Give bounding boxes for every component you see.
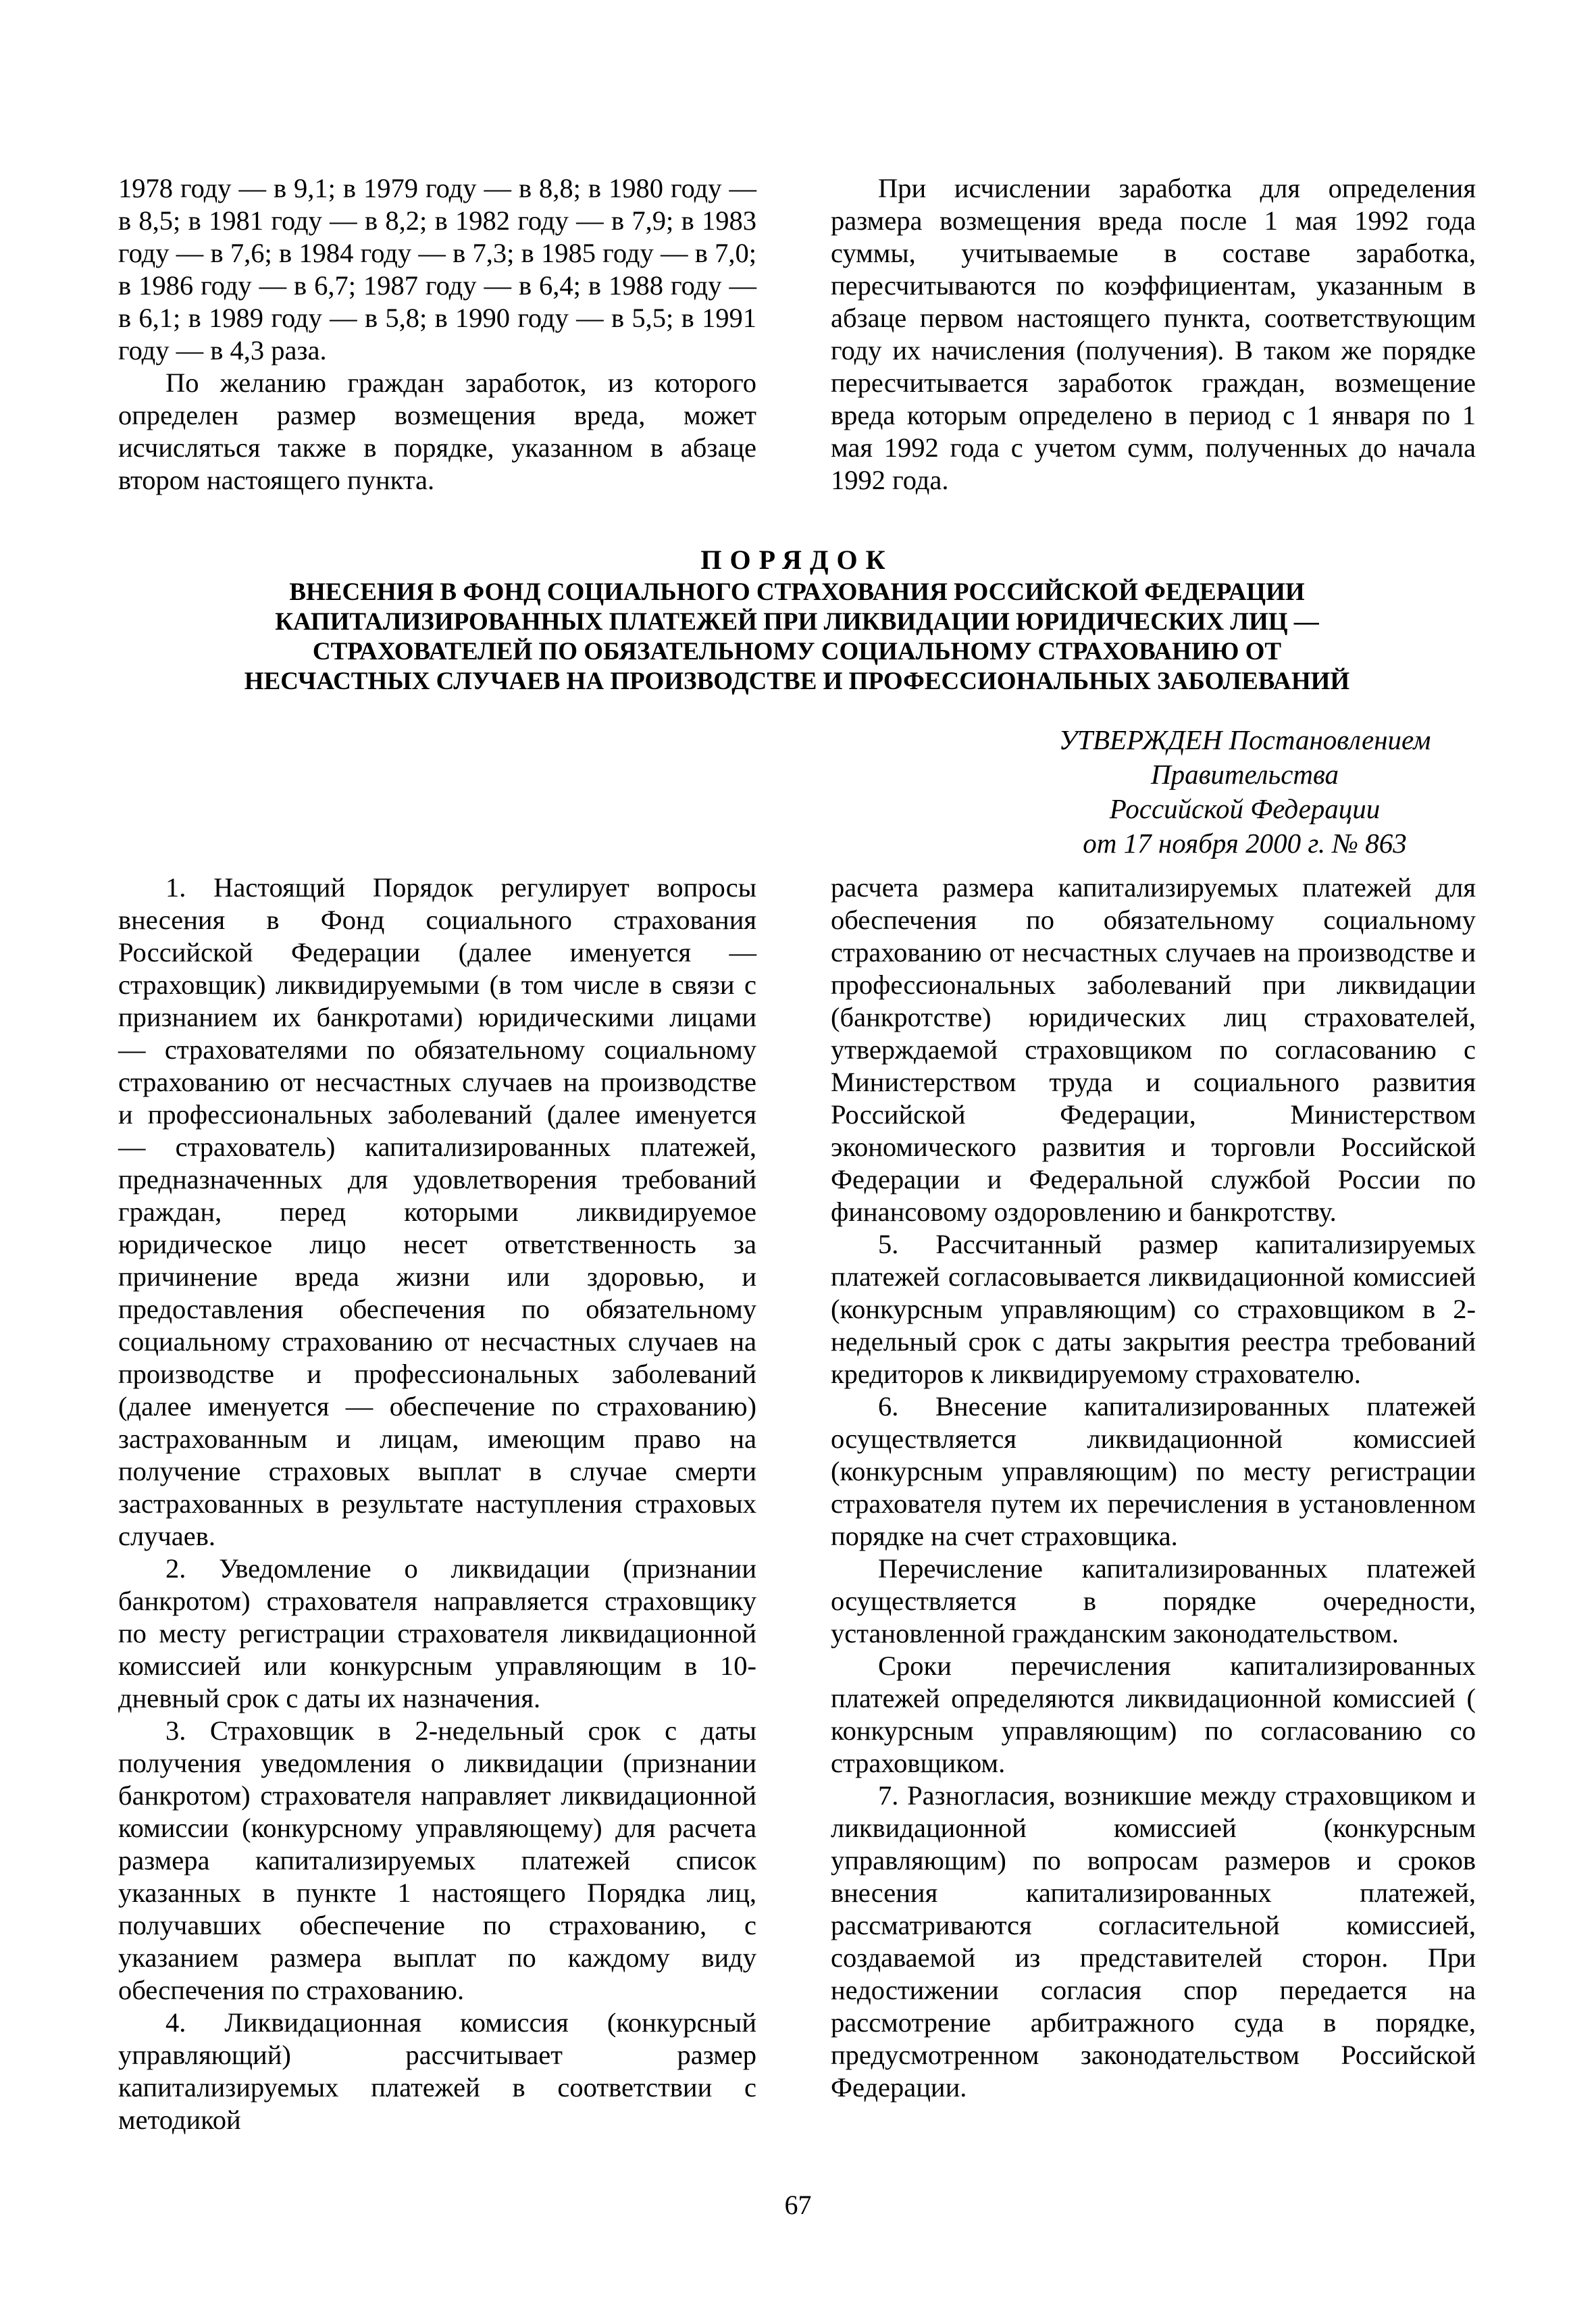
clause-3: 3. Страховщик в 2-недельный срок с даты получения уведомления о ликвидации (признании банкротом) страхователя направляет ликвидационной комиссии (конкурсному управляющему) для расчета размера капитализируемых платежей список указанных в пункте 1 настоящего Порядка лиц, получавших обеспечение по страхованию, с указанием размера выплат по каждому виду обеспечения по страхованию.: [118, 1715, 756, 2005]
approval-line: Правительства: [1150, 759, 1339, 790]
clause-7: 7. Разногласия, возникшие между страховщиком и ликвидационной комиссией (конкурсным управляющим) по вопросам размеров и сроков внесения капитализированных платежей, рассматриваются согласительной комиссией, создаваемой из представителей сторон. При недостижении согласия спор передается на рассмотрение арбитражного суда в порядке, предусмотренном законодательством Российской Федерации.: [831, 1780, 1476, 2103]
subtitle-line: КАПИТАЛИЗИРОВАННЫХ ПЛАТЕЖЕЙ ПРИ ЛИКВИДАЦИИ ЮРИДИЧЕСКИХ ЛИЦ —: [275, 608, 1319, 636]
clause-6-terms: Сроки перечисления капитализированных платежей определяются ликвидационной комиссией ( конкурсным управляющим) по согласованию со страховщиком.: [831, 1651, 1476, 1778]
clause-6: 6. Внесение капитализированных платежей осуществляется ликвидационной комиссией (конкурсным управляющим) по месту регистрации страхователя путем их перечисления в установленном порядке на счет страховщика.: [831, 1391, 1476, 1551]
clause-5: 5. Рассчитанный размер капитализируемых платежей согласовывается ликвидационной комиссией (конкурсным управляющим) со страховщиком в 2-недельный срок с даты закрытия реестра требований кредиторов к ликвидируемому страхователю.: [831, 1229, 1476, 1389]
body-left-column: [118, 872, 756, 2136]
subtitle-line: ВНЕСЕНИЯ В ФОНД СОЦИАЛЬНОГО СТРАХОВАНИЯ РОССИЙСКОЙ ФЕДЕРАЦИИ: [289, 578, 1305, 606]
paragraph-recalculation: При исчислении заработка для определения размера возмещения вреда после 1 мая 1992 года суммы, учитываемые в составе заработка, пересчитываются по коэффициентам, указанным в абзаце первом настоящего пункта, соответствующим году их начисления (получения). В таком же порядке пересчитывается заработок граждан, возмещение вреда которым определено в период с 1 января по 1 мая 1992 года с учетом сумм, полученных до начала 1992 года.: [831, 173, 1476, 495]
clause-1: 1. Настоящий Порядок регулирует вопросы внесения в Фонд социального страхования Российской Федерации (далее именуется — страховщик) ликвидируемыми (в том числе в связи с признанием их банкротами) юридическими лицами — страхователями по обязательному социальному страхованию от несчастных случаев на производстве и профессиональных заболеваний (далее именуется — страхователь) капитализированных платежей, предназначенных для удовлетворения требований граждан, перед которыми ликвидируемое юридическое лицо несет ответственность за причинение вреда жизни или здоровью, и предоставления обеспечения по обязательному социальному страхованию от несчастных случаев на производстве и профессиональных заболеваний (далее именуется — обеспечение по страхованию) застрахованным и лицам, имеющим право на получение страховых выплат в случае смерти застрахованных в результате наступления страховых случаев.: [118, 872, 756, 1551]
top-right-column: [831, 172, 1476, 497]
subtitle-line: СТРАХОВАТЕЛЕЙ ПО ОБЯЗАТЕЛЬНОМУ СОЦИАЛЬНОМУ СТРАХОВАНИЮ ОТ: [312, 638, 1282, 665]
approval-line: от 17 ноября 2000 г. № 863: [1083, 828, 1407, 859]
section-subtitle: [101, 578, 1493, 697]
page-number: 67: [784, 2190, 812, 2220]
approval-block: [1008, 723, 1481, 861]
section-title: ПОРЯДОК: [700, 545, 894, 575]
approval-line: Российской Федерации: [1109, 793, 1381, 824]
clause-2: 2. Уведомление о ликвидации (признании банкротом) страхователя направляется страховщику по месту регистрации страхователя ликвидационной комиссией или конкурсным управляющим в 10-дневный срок с даты их назначения.: [118, 1553, 756, 1713]
approval-line: УТВЕРЖДЕН Постановлением: [1058, 724, 1431, 755]
clause-4: 4. Ликвидационная комиссия (конкурсный управляющий) рассчитывает размер капитализируемых платежей в соответствии с методикой: [118, 2007, 756, 2135]
subtitle-line: НЕСЧАСТНЫХ СЛУЧАЕВ НА ПРОИЗВОДСТВЕ И ПРОФЕССИОНАЛЬНЫХ ЗАБОЛЕВАНИЙ: [244, 668, 1350, 695]
body-right-column: [831, 872, 1476, 2104]
paragraph-coefficients: 1978 году — в 9,1; в 1979 году — в 8,8; в 1980 году — в 8,5; в 1981 году — в 8,2; в 1982 году — в 7,9; в 1983 году — в 7,6; в 1984 году — в 7,3; в 1985 году — в 7,0; в 1986 году — в 6,7; 1987 году — в 6,4; в 1988 году — в 6,1; в 1989 году — в 5,8; в 1990 году — в 5,5; в 1991 году — в 4,3 раза.: [118, 173, 756, 366]
top-left-column: [118, 172, 756, 497]
clause-4-continued: расчета размера капитализируемых платежей для обеспечения по обязательному социальному страхованию от несчастных случаев на производстве и профессиональных заболеваний при ликвидации (банкротстве) юридических лиц страхователей, утверждаемой страховщиком по согласованию с Министерством труда и социального развития Российской Федерации, Министерством экономического развития и торговли Российской Федерации и Федеральной службой России по финансовому оздоровлению и банкротству.: [831, 872, 1476, 1227]
clause-6-order: Перечисление капитализированных платежей осуществляется в порядке очередности, установленной гражданским законодательством.: [831, 1553, 1476, 1649]
paragraph-earnings-option: По желанию граждан заработок, из которого определен размер возмещения вреда, может исчисляться также в порядке, указанном в абзаце втором настоящего пункта.: [118, 368, 756, 495]
